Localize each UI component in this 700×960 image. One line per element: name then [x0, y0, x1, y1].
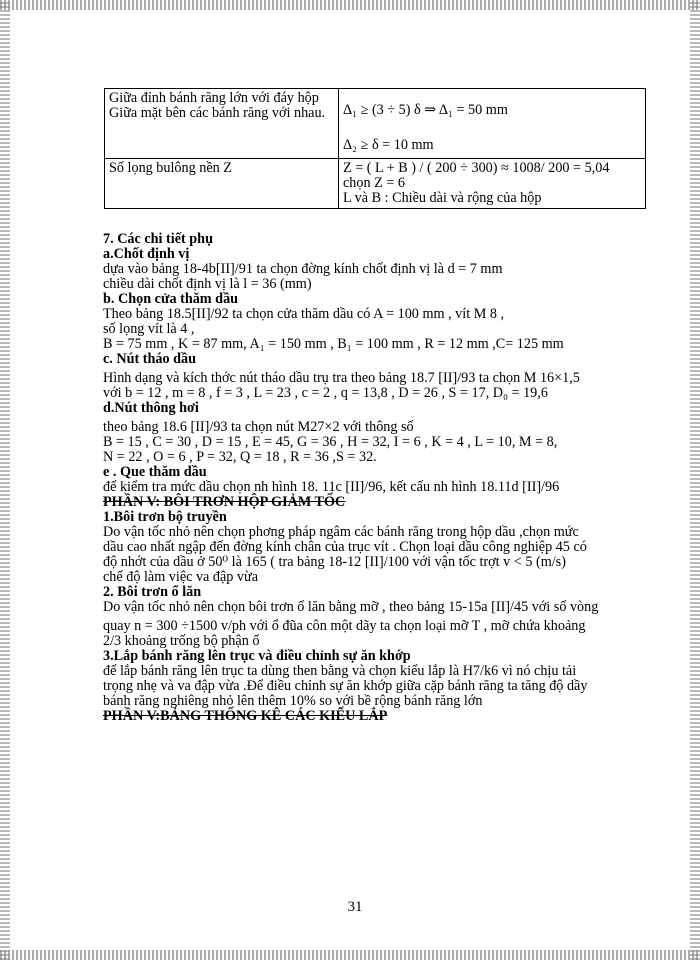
- subsection-heading: b. Chọn cửa thăm dầu: [103, 291, 239, 307]
- paragraph-line: Hình dạng và kích thớc nút tháo dầu trụ tra theo bảng 18.7 [II]/93 ta chọn M 16×1,5: [103, 370, 580, 386]
- subsection-heading: 2. Bôi trơn ổ lăn: [103, 584, 202, 600]
- paragraph-line: Do vận tốc nhỏ nên chọn phơng pháp ngâm các bánh răng trong hộp dầu ,chọn mức: [103, 524, 579, 540]
- cell-text: L và B : Chiều dài và rộng của hộp: [343, 190, 542, 206]
- cell-text: chọn Z = 6: [343, 175, 405, 191]
- paragraph-line: trọng nhẹ và va đập vừa .Để điều chỉnh sự ăn khớp giữa cặp bánh răng ta tăng độ dầy: [103, 678, 588, 694]
- paragraph-line: B = 15 , C = 30 , D = 15 , E = 45, G = 36 , H = 32, I = 6 , K = 4 , L = 10, M = 8,: [103, 434, 558, 450]
- paragraph-line: 2/3 khoảng trống bộ phận ổ: [103, 633, 260, 649]
- paragraph-line: số lọng vít là 4 ,: [103, 321, 195, 337]
- subsection-heading: 1.Bôi trơn bộ truyền: [103, 509, 227, 525]
- subsection-heading: a.Chốt định vị: [103, 246, 190, 262]
- subsection-heading: 3.Lắp bánh răng lên trục và điều chỉnh sự ăn khớp: [103, 648, 411, 664]
- paragraph-line: quay n = 300 ÷1500 v/ph với ổ đũa côn một dãy ta chọn loại mỡ T , mỡ chứa khoảng: [103, 618, 586, 634]
- page-border-left: [0, 0, 10, 960]
- cell-formula: Z = ( L + B ) / ( 200 ÷ 300) ≈ 1008/ 200 = 5,04: [343, 160, 610, 176]
- paragraph-line: độ nhớt của dầu ở 50⁰ là 165 ( tra bảng 18-12 [II]/100 với vận tốc trợt v < 5 (m/s): [103, 554, 566, 570]
- part-heading: PHẦN V:BẢNG THỐNG KÊ CÁC KIỂU LẮP: [103, 708, 388, 724]
- table-row: [105, 89, 646, 159]
- page-border-top: [0, 0, 700, 10]
- section-heading: 7. Các chi tiết phụ: [103, 231, 213, 247]
- paragraph-line: để lắp bánh răng lên trục ta dùng then bằng và chọn kiểu lắp là H7/k6 vì nó chịu tải: [103, 663, 577, 679]
- table-row: [105, 159, 646, 209]
- cell-text: Giữa mặt bên các bánh răng với nhau.: [109, 105, 326, 121]
- table-cell: [339, 159, 646, 209]
- paragraph-line: để kiểm tra mức dầu chọn nh hình 18. 11c [II]/96, kết cấu nh hình 18.11d [II]/96: [103, 479, 560, 495]
- page-number: 31: [347, 899, 363, 915]
- page-border-bottom: [0, 950, 700, 960]
- page-border-right: [690, 0, 700, 960]
- spec-table: [104, 88, 646, 209]
- subsection-heading: c. Nút tháo dầu: [103, 351, 197, 367]
- cell-text: Số lọng bulông nền Z: [109, 160, 232, 176]
- paragraph-line: bánh răng nghiêng nhỏ lên thêm 10% so với bề rộng bánh răng lớn: [103, 693, 483, 709]
- document-body: [103, 232, 663, 724]
- cell-formula: Δ₁ ≥ (3 ÷ 5) δ ⇒ Δ₁ = 50 mm: [343, 102, 508, 118]
- paragraph-line: theo bảng 18.6 [II]/93 ta chọn nút M27×2 với thông số: [103, 419, 414, 435]
- paragraph-line: với b = 12 , m = 8 , f = 3 , L = 23 , c = 2 , q = 13,8 , D = 26 , S = 17, D₀ = 19,6: [103, 385, 548, 401]
- paragraph-line: dựa vào bảng 18-4b[II]/91 ta chọn đờng kính chốt định vị là d = 7 mm: [103, 261, 503, 277]
- table-cell: [105, 89, 339, 159]
- part-heading: PHẦN V: BÔI TRƠN HỘP GIẢM TỐC: [103, 494, 346, 510]
- subsection-heading: d.Nút thông hơi: [103, 400, 199, 416]
- paragraph-line: N = 22 , O = 6 , P = 32, Q = 18 , R = 36 ,S = 32.: [103, 449, 377, 465]
- paragraph-line: B = 75 mm , K = 87 mm, A₁ = 150 mm , B₁ = 100 mm , R = 12 mm ,C= 125 mm: [103, 336, 564, 352]
- paragraph-line: Theo bảng 18.5[II]/92 ta chọn cửa thăm dầu có A = 100 mm , vít M 8 ,: [103, 306, 505, 322]
- cell-text: Giữa đỉnh bánh răng lớn với đáy hộp: [109, 90, 319, 106]
- cell-formula: Δ₂ ≥ δ = 10 mm: [343, 137, 434, 153]
- paragraph-line: Do vận tốc nhỏ nên chọn bôi trơn ổ lăn bằng mỡ , theo bảng 15-15a [II]/45 với số vòng: [103, 599, 599, 615]
- paragraph-line: chiều dài chốt định vị là l = 36 (mm): [103, 276, 312, 292]
- paragraph-line: chế độ làm việc va đập vừa: [103, 569, 259, 585]
- table-cell: [339, 89, 646, 159]
- table-cell: [105, 159, 339, 209]
- subsection-heading: e . Que thăm dầu: [103, 464, 207, 480]
- paragraph-line: dầu cao nhất ngập đến đờng kính chân của trục vít . Chọn loại dầu công nghiệp 45 có: [103, 539, 587, 555]
